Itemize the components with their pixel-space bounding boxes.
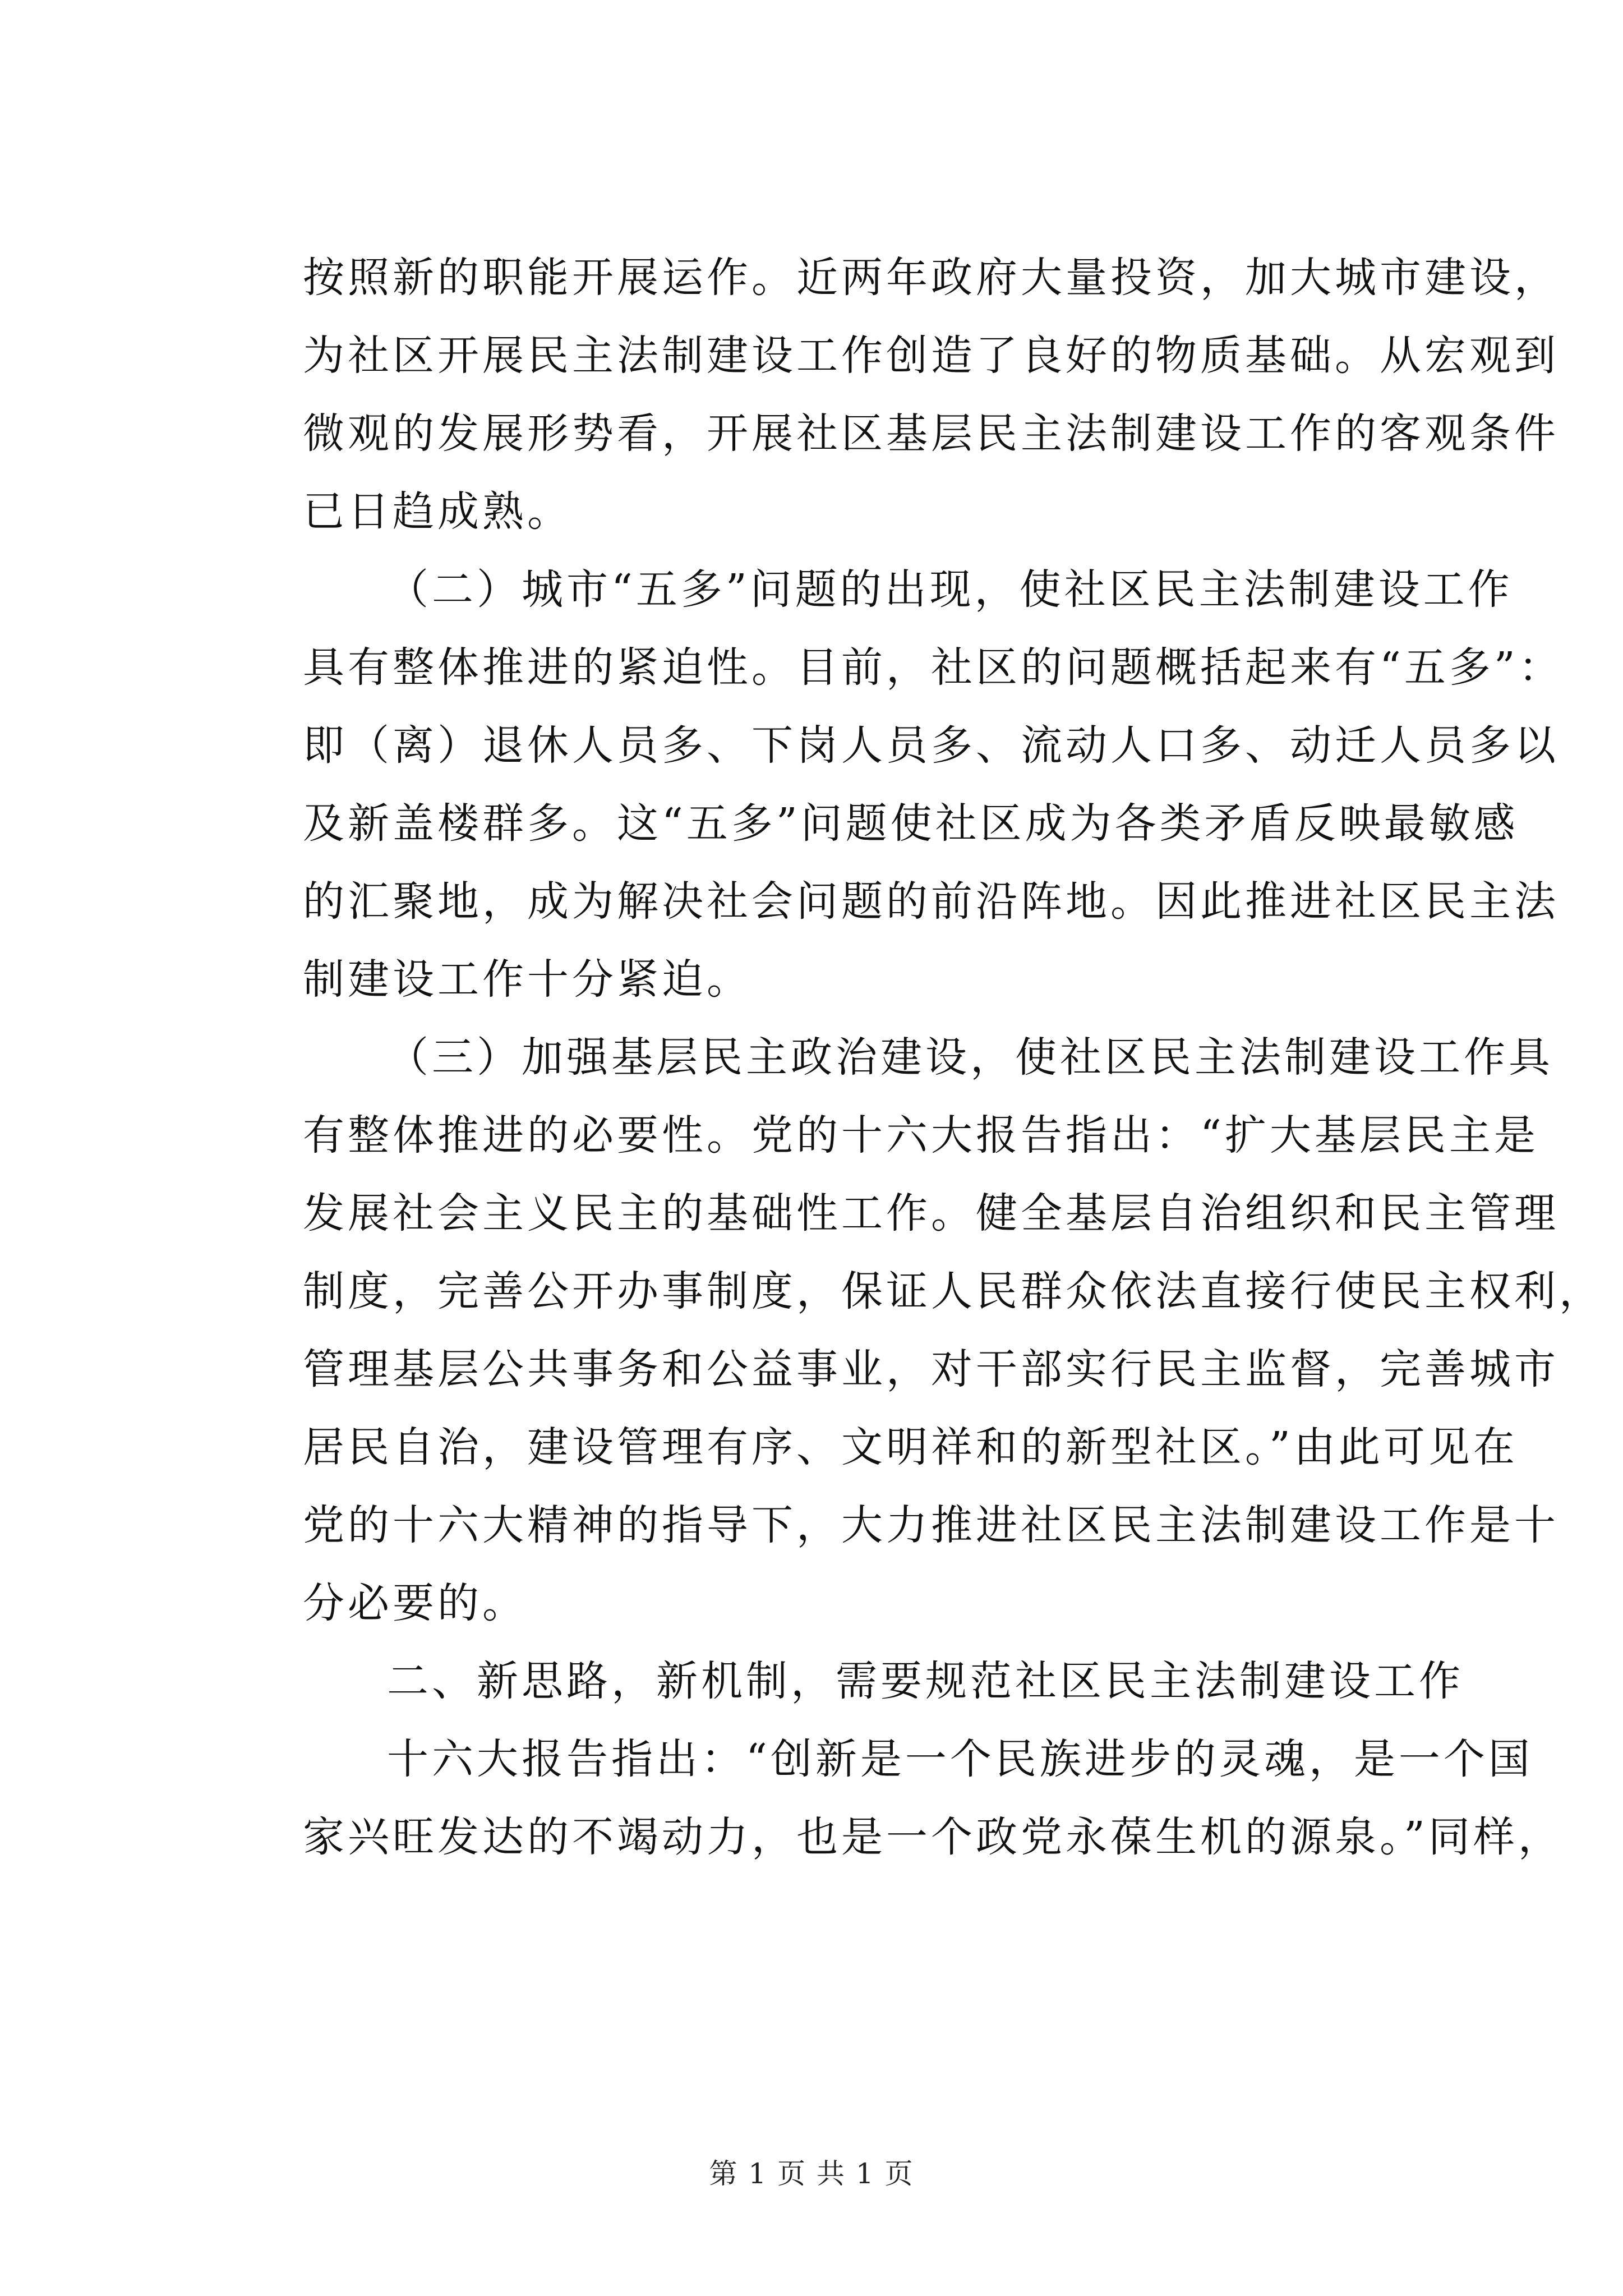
section-heading: 二、新思路，新机制，需要规范社区民主法制建设工作	[387, 1657, 1464, 1705]
text-line-8: 及新盖楼群多。这“五多”问题使社区成为各类矛盾反映最敏感	[303, 799, 1519, 848]
page-footer: 第 1 页 共 1 页	[709, 2157, 914, 2190]
text-line-12: 有整体推进的必要性。党的十六大报告指出：“扩大基层民主是	[303, 1111, 1539, 1159]
text-line-4: 已日趋成熟。	[303, 487, 572, 536]
text-line-9: 的汇聚地，成为解决社会问题的前沿阵地。因此推进社区民主法	[303, 877, 1559, 926]
text-line-6: 具有整体推进的紧迫性。目前，社区的问题概括起来有“五多”：	[303, 643, 1564, 692]
text-line-15: 管理基层公共事务和公益事业，对干部实行民主监督，完善城市	[303, 1345, 1559, 1393]
text-line-7: 即（离）退休人员多、下岗人员多、流动人口多、动迁人员多以	[303, 721, 1559, 770]
text-line-17: 党的十六大精神的指导下，大力推进社区民主法制建设工作是十	[303, 1501, 1559, 1549]
text-line-5: （二）城市“五多”问题的出现，使社区民主法制建设工作	[387, 565, 1513, 614]
text-line-10: 制建设工作十分紧迫。	[303, 955, 751, 1004]
text-line-11: （三）加强基层民主政治建设，使社区民主法制建设工作具	[387, 1033, 1553, 1082]
text-line-2: 为社区开展民主法制建设工作创造了良好的物质基础。从宏观到	[303, 332, 1559, 380]
text-line-14: 制度，完善公开办事制度，保证人民群众依法直接行使民主权利，	[303, 1267, 1604, 1315]
text-line-18: 分必要的。	[303, 1579, 527, 1627]
text-line-13: 发展社会主义民主的基础性工作。健全基层自治组织和民主管理	[303, 1189, 1559, 1237]
text-line-16: 居民自治，建设管理有序、文明祥和的新型社区。”由此可见在	[303, 1423, 1518, 1471]
text-line-1: 按照新的职能开展运作。近两年政府大量投资，加大城市建设，	[303, 254, 1559, 302]
text-line-3: 微观的发展形势看，开展社区基层民主法制建设工作的客观条件	[303, 409, 1559, 458]
text-line-20: 十六大报告指出：“创新是一个民族进步的灵魂，是一个国	[387, 1735, 1533, 1783]
text-line-21: 家兴旺发达的不竭动力，也是一个政党永葆生机的源泉。”同样，	[303, 1813, 1563, 1861]
